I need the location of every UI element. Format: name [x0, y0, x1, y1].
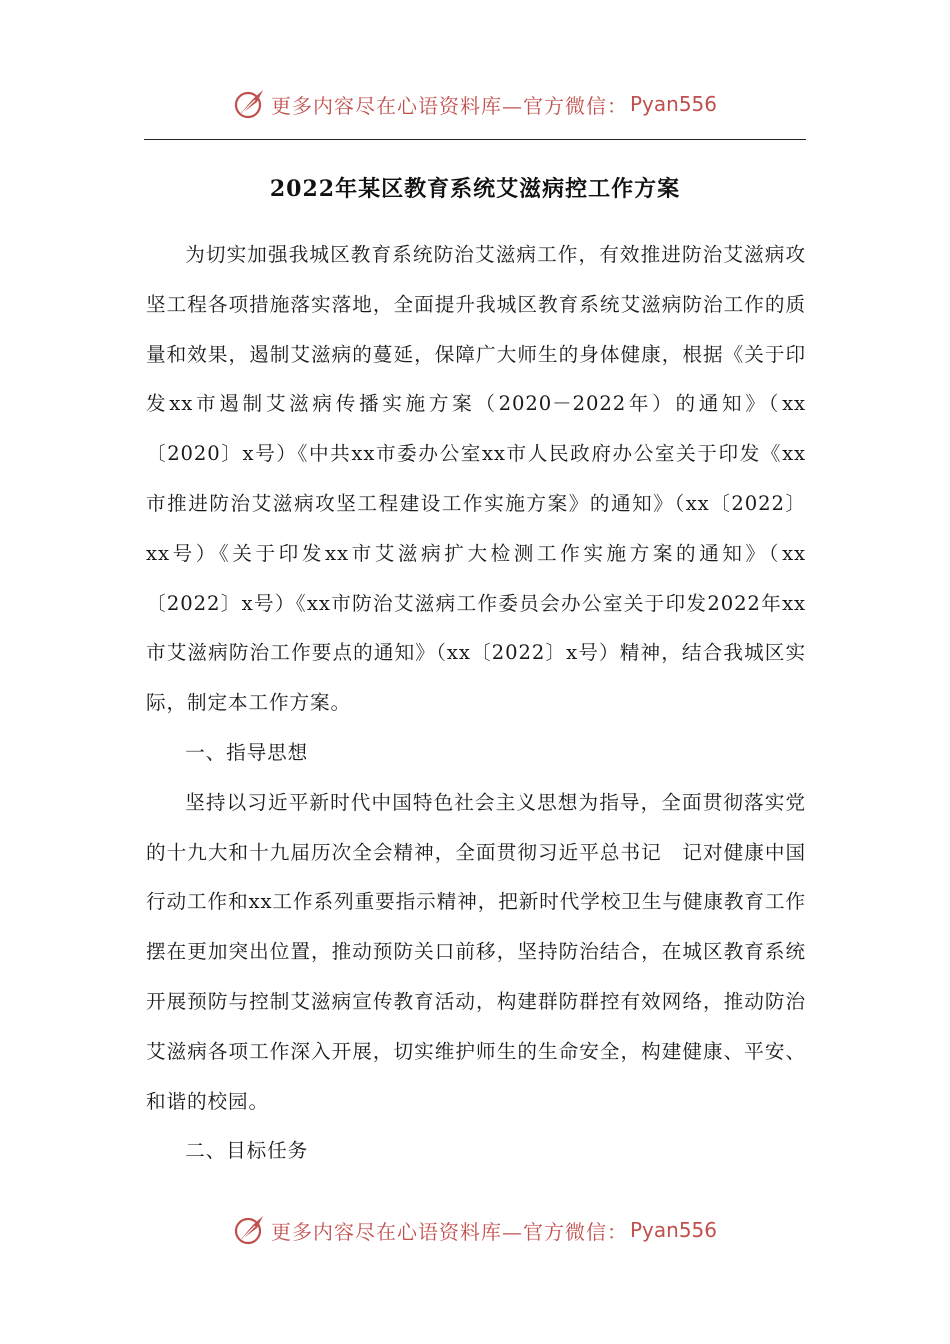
guiding-ideology-paragraph: 坚持以习近平新时代中国特色社会主义思想为指导，全面贯彻落实党的十九大和十九届历次全会精神，全面贯彻习近平总书记 记对健康中国行动工作和xx工作系列重要指示精神，把新时代学校卫生与健康教育工作摆在更加突出位置，推动预防关口前移，坚持防治结合，在城区教育系统开展预防与控制艾滋病宣传教育活动，构建群防群控有效网络，推动防治艾滋病各项工作深入开展，切实维护师生的生命安全，构建健康、平安、和谐的校园。 — [146, 790, 806, 1113]
document-title: 2022年某区教育系统艾滋病控工作方案 — [269, 176, 681, 202]
quill-logo-icon — [233, 87, 267, 121]
document-body — [146, 230, 806, 1176]
section-heading-guiding-ideology: 一、指导思想 — [185, 740, 309, 764]
footer-banner — [0, 1212, 950, 1248]
footer-banner-text: 更多内容尽在心语资料库—官方微信： — [270, 1219, 628, 1244]
header-banner — [0, 86, 950, 122]
header-banner-text: 更多内容尽在心语资料库—官方微信： — [270, 93, 628, 118]
section-heading-goals: 二、目标任务 — [185, 1139, 309, 1163]
quill-logo-icon — [233, 1213, 267, 1247]
header-banner-account: Pyan556 — [629, 92, 717, 116]
footer-banner-account: Pyan556 — [629, 1218, 717, 1242]
intro-paragraph: 为切实加强我城区教育系统防治艾滋病工作，有效推进防治艾滋病攻坚工程各项措施落实落地，全面提升我城区教育系统艾滋病防治工作的质量和效果，遏制艾滋病的蔓延，保障广大师生的身体健康，根据《关于印发xx市遏制艾滋病传播实施方案（2020－2022年）的通知》（xx〔2020〕x号）《中共xx市委办公室xx市人民政府办公室关于印发《xx市推进防治艾滋病攻坚工程建设工作实施方案》的通知》（xx〔2022〕xx号）《关于印发xx市艾滋病扩大检测工作实施方案的通知》（xx〔2022〕x号）《xx市防治艾滋病工作委员会办公室关于印发2022年xx市艾滋病防治工作要点的通知》（xx〔2022〕x号）精神，结合我城区实际，制定本工作方案。 — [146, 243, 806, 715]
header-divider — [144, 139, 806, 140]
